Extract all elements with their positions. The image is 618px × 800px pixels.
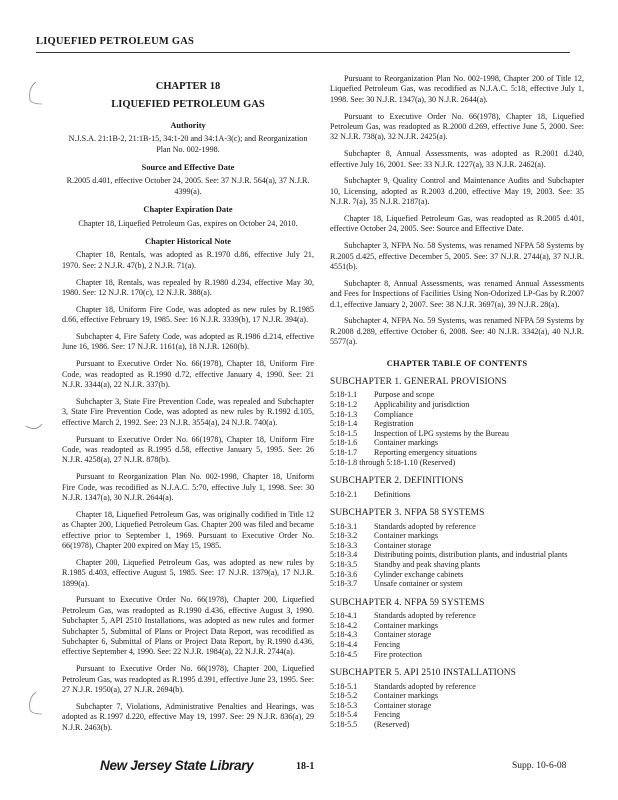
page-number: 18-1	[296, 761, 315, 772]
section-number: 5:18-1.4	[330, 419, 358, 429]
section-number: 5:18-4.2	[330, 620, 358, 630]
section-title: Cylinder exchange cabinets	[374, 569, 464, 579]
history-note: Subchapter 3, State Fire Prevention Code, was repealed and Subchapter 3, State Fire Prevention Code, was adopted as new rules by R.1992 d.105, effective March 2, 1992. See: 23 N.J.R. 3554(a), 24 N.J.R. 740(a).	[62, 396, 314, 427]
history-note: Chapter 18, Liquefied Petroleum Gas, was originally codified in Title 12 as Chapter 200, Liquefied Petroleum Gas. Chapter 200 was filed and became effective prior to September 1, 1969. Pursuant to Executive Order No. 66(1978), Chapter 200 expired on May 15, 1985.	[62, 509, 314, 550]
section-number: 5:18-1.6	[330, 438, 358, 448]
toc-entry	[330, 560, 584, 570]
history-note: Subchapter 7, Violations, Administrative Penalties and Hearings, was adopted as R.1997 d.220, effective May 19, 1997. See: 29 N.J.R. 836(a), 29 N.J.R. 2463(b).	[62, 701, 314, 732]
section-title: Container storage	[374, 540, 432, 550]
toc-entry	[330, 400, 584, 410]
section-title: Inspection of LPG systems by the Bureau	[374, 428, 509, 438]
section-number: 5:18-2.1	[330, 489, 358, 499]
history-note: Subchapter 8, Annual Assessments, was renamed Annual Assessments and Fees for Inspections of Facilities Using Non-Odorized LP-Gas by R.2007 d.1, effective January 2, 2007. See: 38 N.J.R. 3697(a), 39 N.J.R. 28(a).	[330, 278, 584, 309]
section-title: Standards adopted by reference	[374, 611, 476, 621]
section-title: Standby and peak shaving plants	[374, 560, 481, 570]
subchapter-heading: SUBCHAPTER 2. DEFINITIONS	[330, 476, 464, 487]
toc-entry	[330, 410, 584, 420]
section-title: (Reserved)	[374, 719, 410, 729]
section-title: Fencing	[374, 710, 401, 720]
section-title: Container storage	[374, 700, 432, 710]
section-title: Standards adopted by reference	[374, 521, 476, 531]
section-number: 5:18-3.7	[330, 579, 358, 589]
toc-entry	[330, 701, 584, 711]
history-notes-left	[62, 250, 314, 733]
right-column	[330, 74, 584, 730]
expiration-text: Chapter 18, Liquefied Petroleum Gas, expires on October 24, 2010.	[78, 218, 298, 228]
history-note: Subchapter 3, NFPA No. 58 Systems, was renamed NFPA 58 Systems by R.2005 d.425, effective December 5, 2005. See: 37 N.J.R. 2744(a), 37 N.J.R. 4551(b).	[330, 241, 584, 272]
section-number: 5:18-4.1	[330, 611, 358, 621]
section-number: 5:18-3.5	[330, 560, 358, 570]
toc-entry	[330, 448, 584, 458]
section-number: 5:18-4.5	[330, 649, 358, 659]
section-number: 5:18-4.3	[330, 630, 358, 640]
section-title: Container markings	[374, 531, 439, 541]
section-number: 5:18-1.1	[330, 390, 358, 400]
section-title: Compliance	[374, 409, 414, 419]
running-head: LIQUEFIED PETROLEUM GAS	[36, 36, 195, 47]
history-note: Chapter 18, Rentals, was repealed by R.1980 d.234, effective May 30, 1980. See: 12 N.J.R. 170(c), 12 N.J.R. 388(a).	[62, 277, 314, 298]
section-title: Fencing	[374, 639, 401, 649]
section-number: 5:18-3.3	[330, 540, 358, 550]
section-number: 5:18-3.1	[330, 521, 358, 531]
section-number: 5:18-4.4	[330, 639, 358, 649]
toc-entry	[330, 570, 584, 580]
toc-entry	[330, 691, 584, 701]
section-title: Applicability and jurisdiction	[374, 400, 470, 410]
toc-entry	[330, 579, 584, 589]
section-title: Definitions	[374, 489, 411, 499]
section-number: 5:18-1.3	[330, 409, 358, 419]
left-column	[62, 78, 314, 739]
supplement-date: Supp. 10-6-08	[512, 761, 567, 771]
expiration-heading: Chapter Expiration Date	[143, 205, 233, 215]
history-notes-right	[330, 74, 584, 348]
history-note: Subchapter 9, Quality Control and Maintenance Audits and Subchapter 10, Licensing, adopted as R.2003 d.200, effective May 19, 2003. See: 35 N.J.R. 7(a), 35 N.J.R. 2187(a).	[330, 176, 584, 207]
history-note: Chapter 18, Liquefied Petroleum Gas, was readopted as R.2005 d.401, effective October 24, 2005. See: Source and Effective Date.	[330, 214, 584, 234]
chapter-title: LIQUEFIED PETROLEUM GAS	[111, 99, 265, 111]
toc-entry	[330, 458, 584, 468]
subchapter-heading: SUBCHAPTER 3. NFPA 58 SYSTEMS	[330, 508, 485, 519]
toc-entry	[330, 531, 584, 541]
toc-entry	[330, 438, 584, 448]
toc-entry	[330, 710, 584, 720]
section-number: 5:18-3.2	[330, 531, 358, 541]
section-number: 5:18-1.7	[330, 448, 358, 458]
history-note: Pursuant to Executive Order No. 66(1978), Chapter 18, Liquefied Petroleum Gas, was readopted as R.2000 d.269, effective June 5, 2000. See: 32 N.J.R. 738(a), 32 N.J.R. 2425(a).	[330, 111, 584, 142]
section-title: Distributing points, distribution plants, and industrial plants	[374, 550, 568, 560]
section-title: Container storage	[374, 630, 432, 640]
table-of-contents	[330, 377, 584, 729]
section-title: Unsafe container or system	[374, 579, 463, 589]
section-title: Reporting emergency situations	[374, 448, 477, 458]
history-note: Pursuant to Reorganization Plan No. 002-1998, Chapter 18, Uniform Fire Code, was recodified as N.J.A.C. 5:70, effective July 1, 1998. See: 30 N.J.R. 1347(a), 30 N.J.R. 2644(a).	[62, 472, 314, 502]
toc-entry	[330, 390, 584, 400]
chapter-number: CHAPTER 18	[155, 81, 221, 92]
history-note: Pursuant to Executive Order No. 66(1978), Chapter 18, Uniform Fire Code, was readopted as R.1995 d.58, effective January 5, 1995. See: 26 N.J.R. 4258(a), 27 N.J.R. 878(b).	[62, 434, 314, 465]
margin-bracket-icon	[22, 420, 46, 446]
section-number: 5:18-5.4	[330, 710, 358, 720]
history-note: Subchapter 4, Fire Safety Code, was adopted as R.1986 d.214, effective June 16, 1986. See: 17 N.J.R. 1161(a), 18 N.J.R. 1260(b).	[62, 332, 314, 352]
history-heading: Chapter Historical Note	[145, 237, 231, 247]
toc-entry	[330, 611, 584, 621]
history-note: Chapter 18, Uniform Fire Code, was adopted as new rules by R.1985 d.66, effective February 19, 1985. See: 16 N.J.R. 3339(b), 17 N.J.R. 394(a).	[62, 304, 314, 325]
toc-heading: CHAPTER TABLE OF CONTENTS	[386, 357, 528, 368]
section-number: 5:18-3.4	[330, 550, 358, 560]
section-number: 5:18-1.2	[330, 400, 358, 410]
section-title: Standards adopted by reference	[374, 681, 476, 691]
toc-entry	[330, 550, 584, 560]
source-heading: Source and Effective Date	[141, 163, 235, 173]
section-title: Container markings	[374, 620, 439, 630]
toc-entry	[330, 650, 584, 660]
section-title: Registration	[374, 419, 414, 429]
toc-entry	[330, 682, 584, 692]
history-note: Chapter 200, Liquefied Petroleum Gas, was adopted as new rules by R.1985 d.403, effective August 5, 1985. See: 17 N.J.R. 1379(a), 17 N.J.R. 1899(a).	[62, 557, 314, 588]
section-number: 5:18-5.2	[330, 691, 358, 701]
toc-entry	[330, 522, 584, 532]
margin-bracket-icon	[22, 690, 46, 716]
toc-entry	[330, 429, 584, 439]
section-title: Container markings	[374, 438, 439, 448]
history-note: Pursuant to Executive Order No. 66(1978), Chapter 18, Uniform Fire Code, was readopted as R.1990 d.72, effective January 4, 1990. See: 21 N.J.R. 3344(a), 22 N.J.R. 337(b).	[62, 359, 314, 390]
source-text: R.2005 d.401, effective October 24, 2005. See: 37 N.J.R. 564(a), 37 N.J.R. 4399(a).	[66, 176, 310, 196]
toc-entry	[330, 720, 584, 730]
section-title: Purpose and scope	[374, 390, 435, 400]
subchapter-heading: SUBCHAPTER 1. GENERAL PROVISIONS	[330, 377, 507, 388]
toc-entry	[330, 621, 584, 631]
section-number: 5:18-5.5	[330, 719, 358, 729]
toc-entry	[330, 640, 584, 650]
subchapter-heading: SUBCHAPTER 4. NFPA 59 SYSTEMS	[330, 597, 485, 608]
history-note: Pursuant to Reorganization Plan No. 002-1998, Chapter 200 of Title 12, Liquefied Petroleum Gas, was recodified as N.J.A.C. 5:18, effective July 1, 1998. See: 30 N.J.R. 1347(a), 30 N.J.R. 2644(a).	[330, 74, 584, 104]
section-number: 5:18-5.3	[330, 700, 358, 710]
toc-entry	[330, 630, 584, 640]
subchapter-heading: SUBCHAPTER 5. API 2510 INSTALLATIONS	[330, 668, 516, 679]
library-logo: New Jersey State Library	[100, 758, 254, 773]
toc-entry	[330, 490, 584, 500]
history-note: Chapter 18, Rentals, was adopted as R.1970 d.86, effective July 21, 1970. See: 2 N.J.R. 47(b), 2 N.J.R. 71(a).	[62, 250, 314, 270]
section-number: 5:18-1.5	[330, 428, 358, 438]
history-note: Subchapter 8, Annual Assessments, was adopted as R.2001 d.240, effective July 16, 2001. See: 33 N.J.R. 1227(a), 33 N.J.R. 2462(a).	[330, 149, 584, 169]
section-number: 5:18-5.1	[330, 681, 358, 691]
toc-entry	[330, 541, 584, 551]
section-number: 5:18-3.6	[330, 569, 358, 579]
authority-text: N.J.S.A. 21:1B-2, 21:1B-15, 34:1-20 and 34:1A-3(c); and Reorganization Plan No. 002-1998.	[68, 134, 308, 154]
authority-heading: Authority	[170, 120, 206, 130]
section-title: 5:18-1.8 through 5:18-1.10 (Reserved)	[330, 457, 456, 467]
header-rule	[36, 52, 570, 53]
section-title: Container markings	[374, 691, 439, 701]
toc-entry	[330, 419, 584, 429]
history-note: Pursuant to Executive Order No. 66(1978), Chapter 200, Liquefied Petroleum Gas, was readopted as R.1995 d.391, effective June 23, 1995. See: 27 N.J.R. 1950(a), 27 N.J.R. 2694(b).	[62, 664, 314, 694]
section-title: Fire protection	[374, 649, 422, 659]
history-note: Subchapter 4, NFPA No. 59 Systems, was renamed NFPA 59 Systems by R.2008 d.289, effective October 6, 2008. See: 40 N.J.R. 3342(a), 40 N.J.R. 5577(a).	[330, 316, 584, 347]
history-note: Pursuant to Executive Order No. 66(1978), Chapter 200, Liquefied Petroleum Gas, was readopted as R.1990 d.436, effective August 3, 1990. Subchapter 5, API 2510 Installations, was adopted as new rules and former Subchapter 5, Submittal of Plans or Project Data Report, was recodified as Subchapter 6, Submittal of Plans or Project Data Report, by R.1990 d.436, effective September 4, 1990. See: 22 N.J.R. 1984(a), 22 N.J.R. 2744(a).	[62, 595, 314, 657]
margin-bracket-icon	[22, 80, 46, 106]
